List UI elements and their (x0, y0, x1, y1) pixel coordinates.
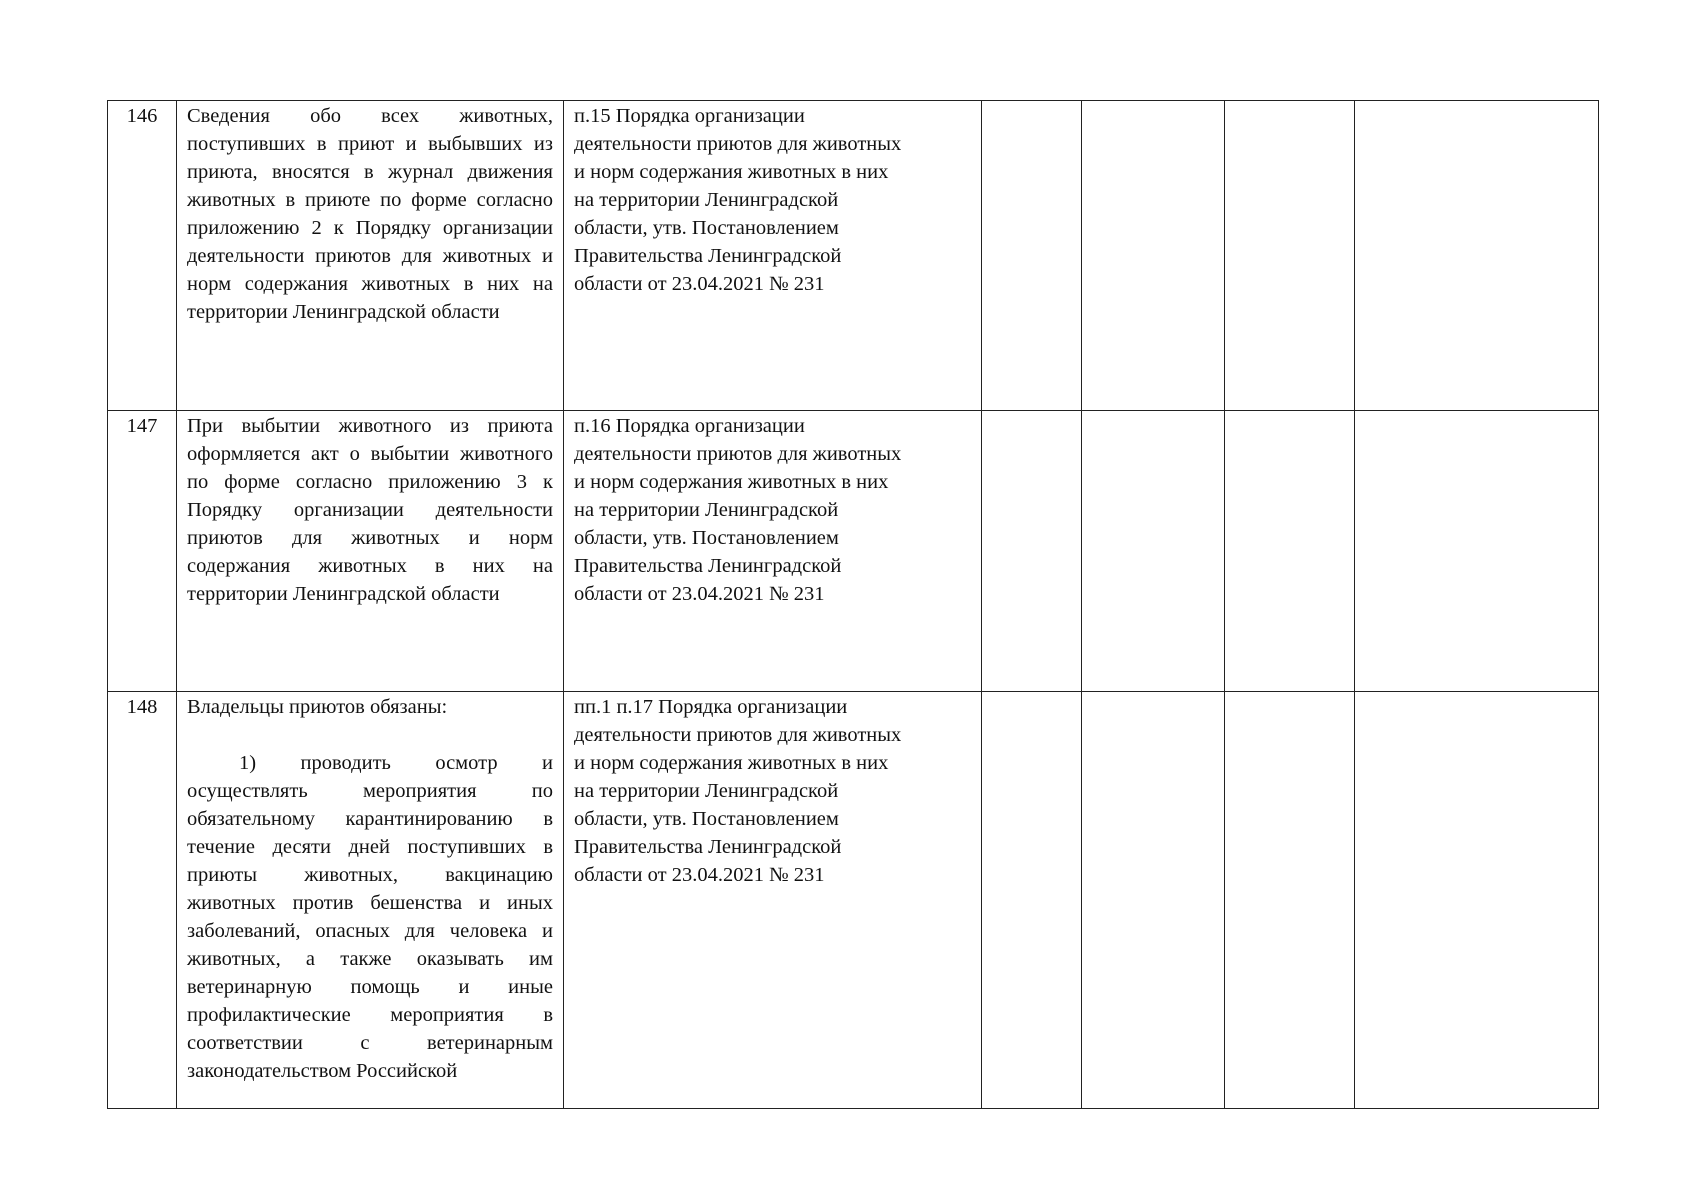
empty-cell (1355, 411, 1599, 692)
empty-cell (1082, 411, 1225, 692)
reference-line: области, утв. Постановлением (574, 217, 839, 239)
row-number: 147 (108, 411, 177, 692)
reference-line: на территории Ленинградской (574, 780, 839, 802)
empty-cell (982, 101, 1082, 411)
reference-line: п.15 Порядка организации (574, 105, 805, 127)
requirement-text: При выбытии животного из приюта оформляется акт о выбытии животного по форме согласно приложению 3 к Порядку организации деятельности приютов для животных и норм содержания животных в них на территории Ленинградской области (187, 415, 553, 605)
row-number: 146 (108, 101, 177, 411)
reference-line: деятельности приютов для животных (574, 133, 902, 155)
reference-line: и норм содержания животных в них (574, 752, 889, 774)
reference-line: и норм содержания животных в них (574, 471, 889, 493)
reference-line: и норм содержания животных в них (574, 161, 889, 183)
requirement-text: Сведения обо всех животных, поступивших в приют и выбывших из приюта, вносятся в журнал движения животных в приюте по форме согласно приложению 2 к Порядку организации деятельности приютов для животных и норм содержания животных в них на территории Ленинградской области (187, 105, 553, 323)
reference-line: области, утв. Постановлением (574, 808, 839, 830)
reference-line: п.16 Порядка организации (574, 415, 805, 437)
reference-line: области от 23.04.2021 № 231 (574, 583, 825, 605)
reference-line: деятельности приютов для животных (574, 443, 902, 465)
requirement-cell (177, 101, 564, 411)
empty-cell (982, 692, 1082, 1109)
table-row (108, 411, 1599, 692)
reference-line: Правительства Ленинградской (574, 245, 842, 267)
reference-line: на территории Ленинградской (574, 499, 839, 521)
reference-line: области от 23.04.2021 № 231 (574, 273, 825, 295)
reference-line: пп.1 п.17 Порядка организации (574, 696, 848, 718)
reference-line: на территории Ленинградской (574, 189, 839, 211)
empty-cell (1082, 692, 1225, 1109)
legal-reference-cell (564, 101, 982, 411)
legal-reference-cell (564, 411, 982, 692)
requirement-intro: Владельцы приютов обязаны: (187, 696, 448, 718)
reference-line: области от 23.04.2021 № 231 (574, 864, 825, 886)
empty-cell (1355, 101, 1599, 411)
empty-cell (1225, 692, 1355, 1109)
empty-cell (1225, 411, 1355, 692)
row-number: 148 (108, 692, 177, 1109)
requirement-cell (177, 692, 564, 1109)
table-row (108, 101, 1599, 411)
reference-line: Правительства Ленинградской (574, 555, 842, 577)
empty-cell (1225, 101, 1355, 411)
empty-cell (982, 411, 1082, 692)
requirement-cell (177, 411, 564, 692)
empty-cell (1355, 692, 1599, 1109)
requirements-table (107, 100, 1599, 1109)
reference-line: Правительства Ленинградской (574, 836, 842, 858)
reference-line: области, утв. Постановлением (574, 527, 839, 549)
reference-line: деятельности приютов для животных (574, 724, 902, 746)
requirement-text: 1) проводить осмотр и осуществлять мероприятия по обязательному карантинированию в течение десяти дней поступивших в приюты животных, вакцинацию животных против бешенства и иных заболеваний, опасных для человека и животных, а также оказывать им ветеринарную помощь и иные профилактические мероприятия в соответствии с ветеринарным законодательством Российской (187, 752, 553, 1082)
spacer (187, 721, 553, 749)
empty-cell (1082, 101, 1225, 411)
table-row (108, 692, 1599, 1109)
legal-reference-cell (564, 692, 982, 1109)
document-page (107, 100, 1598, 1109)
